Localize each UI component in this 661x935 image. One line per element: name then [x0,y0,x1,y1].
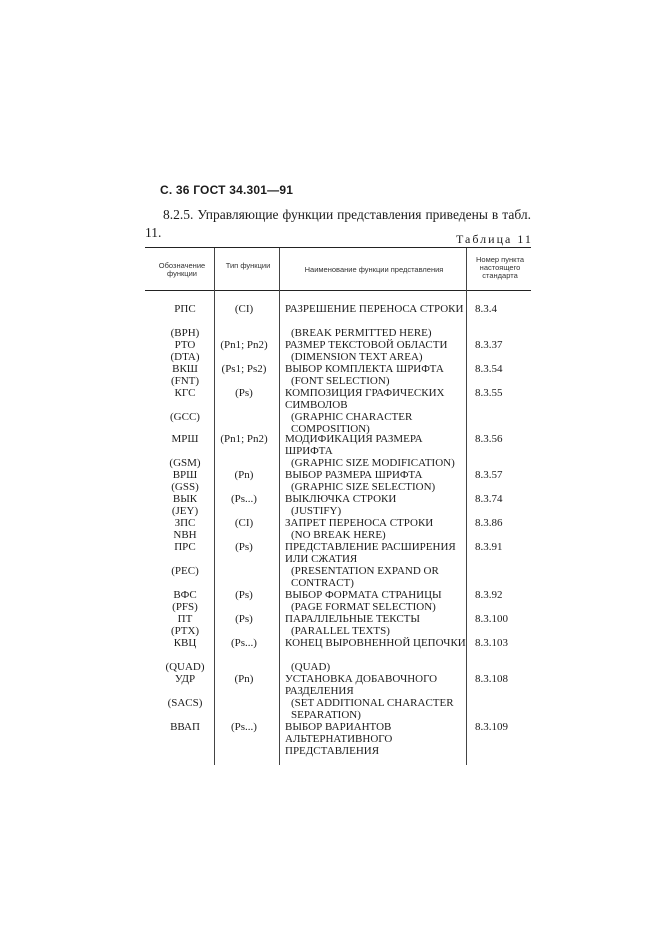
function-abbreviation: УДР [174,673,196,685]
function-type: (Pn1; Pn2) [220,433,268,445]
function-abbreviation: (GSS) [171,481,199,493]
function-abbreviation: РТО [174,339,196,351]
function-abbreviation: РПС [174,303,196,315]
function-name: (GRAPHIC CHARACTER COMPOSITION) [291,411,413,435]
function-abbreviation: (QUAD) [165,661,205,673]
section-number: 8.3.109 [475,721,508,733]
column-divider [279,248,280,765]
function-abbreviation: (DTA) [170,351,200,363]
function-abbreviation: КГС [174,387,196,399]
col-header-abbr: Обозначение функции [158,261,206,278]
function-abbreviation: (PEC) [171,565,199,577]
function-name: КОНЕЦ ВЫРОВНЕННОЙ ЦЕПОЧКИ [285,637,466,649]
function-abbreviation: (GCC) [170,411,200,423]
section-number: 8.3.54 [475,363,503,375]
function-name: (NO BREAK HERE) [291,529,386,541]
function-name: ВЫБОР РАЗМЕРА ШРИФТА [285,469,423,481]
function-abbreviation: ВФС [173,589,197,601]
function-type: (Pn) [234,673,254,685]
page-header: С. 36 ГОСТ 34.301—91 [160,183,294,197]
function-abbreviation: (PTX) [170,625,200,637]
function-name: (DIMENSION TEXT AREA) [291,351,423,363]
function-abbreviation: (BPH) [170,327,200,339]
function-name: ВЫКЛЮЧКА СТРОКИ [285,493,397,505]
function-name: РАЗРЕШЕНИЕ ПЕРЕНОСА СТРОКИ [285,303,464,315]
section-number: 8.3.37 [475,339,503,351]
function-name: ВЫБОР ФОРМАТА СТРАНИЦЫ [285,589,442,601]
table-header-rule [145,290,531,291]
function-abbreviation: (JEY) [171,505,199,517]
function-abbreviation: (GSM) [169,457,201,469]
function-abbreviation: (SACS) [167,697,203,709]
section-number: 8.3.56 [475,433,503,445]
function-name: КОМПОЗИЦИЯ ГРАФИЧЕСКИХ СИМВОЛОВ [285,387,445,411]
section-number: 8.3.108 [475,673,508,685]
function-name: ПРЕДСТАВЛЕНИЕ РАСШИРЕНИЯ ИЛИ СЖАТИЯ [285,541,456,565]
function-type: (Ps...) [231,493,257,505]
function-abbreviation: ВКШ [172,363,198,375]
function-abbreviation: ВВАП [170,721,200,733]
function-name: (QUAD) [291,661,331,673]
function-type: (Ps) [235,387,253,399]
section-number: 8.3.57 [475,469,503,481]
function-type: (Ps) [235,589,253,601]
section-number: 8.3.55 [475,387,503,399]
function-name: ВЫБОР ВАРИАНТОВ АЛЬТЕРНАТИВНОГО ПРЕДСТАВЛЕНИЯ [285,721,393,757]
section-number: 8.3.103 [475,637,508,649]
function-name: (PAGE FORMAT SELECTION) [291,601,436,613]
function-name: (PARALLEL TEXTS) [291,625,390,637]
function-abbreviation: ВЫК [172,493,198,505]
section-number: 8.3.86 [475,517,503,529]
function-type: (Ps1; Ps2) [221,363,267,375]
function-abbreviation: ЗПС [174,517,196,529]
function-type: (CI) [234,517,254,529]
intro-paragraph: 8.2.5. Управляющие функции представления приведены в табл. 11. [145,207,531,240]
function-name: ПАРАЛЛЕЛЬНЫЕ ТЕКСТЫ [285,613,420,625]
section-number: 8.3.4 [475,303,497,315]
function-name: (BREAK PERMITTED HERE) [291,327,432,339]
col-header-section: Номер пункта настоящего стандарта [475,255,524,280]
section-number: 8.3.91 [475,541,503,553]
table-caption: Таблица 11 [456,232,533,246]
function-name: МОДИФИКАЦИЯ РАЗМЕРА ШРИФТА [285,433,423,457]
col-header-name: Наименование функции представления [304,265,444,274]
function-type: (Pn) [234,469,254,481]
function-abbreviation: ВРШ [172,469,198,481]
function-name: (JUSTIFY) [291,505,342,517]
function-name: (GRAPHIC SIZE MODIFICATION) [291,457,455,469]
function-type: (Ps) [235,613,253,625]
section-number: 8.3.74 [475,493,503,505]
function-abbreviation: (PFS) [172,601,198,613]
section-number: 8.3.92 [475,589,503,601]
function-abbreviation: МРШ [171,433,199,445]
function-name: (GRAPHIC SIZE SELECTION) [291,481,436,493]
function-abbreviation: NBH [173,529,197,541]
function-type: (Ps) [235,541,253,553]
function-name: РАЗМЕР ТЕКСТОВОЙ ОБЛАСТИ [285,339,448,351]
function-abbreviation: КВЦ [173,637,197,649]
section-number: 8.3.100 [475,613,508,625]
function-abbreviation: (FNT) [170,375,200,387]
function-name: (SET ADDITIONAL CHARACTER SEPARATION) [291,697,454,721]
function-name: (FONT SELECTION) [291,375,390,387]
col-header-type: Тип функции [225,261,271,270]
table-top-rule [145,247,531,248]
function-name: ВЫБОР КОМПЛЕКТА ШРИФТА [285,363,444,375]
function-abbreviation: ПРС [174,541,196,553]
function-name: ЗАПРЕТ ПЕРЕНОСА СТРОКИ [285,517,434,529]
function-abbreviation: ПТ [177,613,193,625]
function-type: (Ps...) [231,721,257,733]
function-type: (CI) [234,303,254,315]
function-type: (Ps...) [231,637,257,649]
function-type: (Pn1; Pn2) [220,339,268,351]
function-name: УСТАНОВКА ДОБАВОЧНОГО РАЗДЕЛЕНИЯ [285,673,438,697]
function-name: (PRESENTATION EXPAND OR CONTRACT) [291,565,439,589]
